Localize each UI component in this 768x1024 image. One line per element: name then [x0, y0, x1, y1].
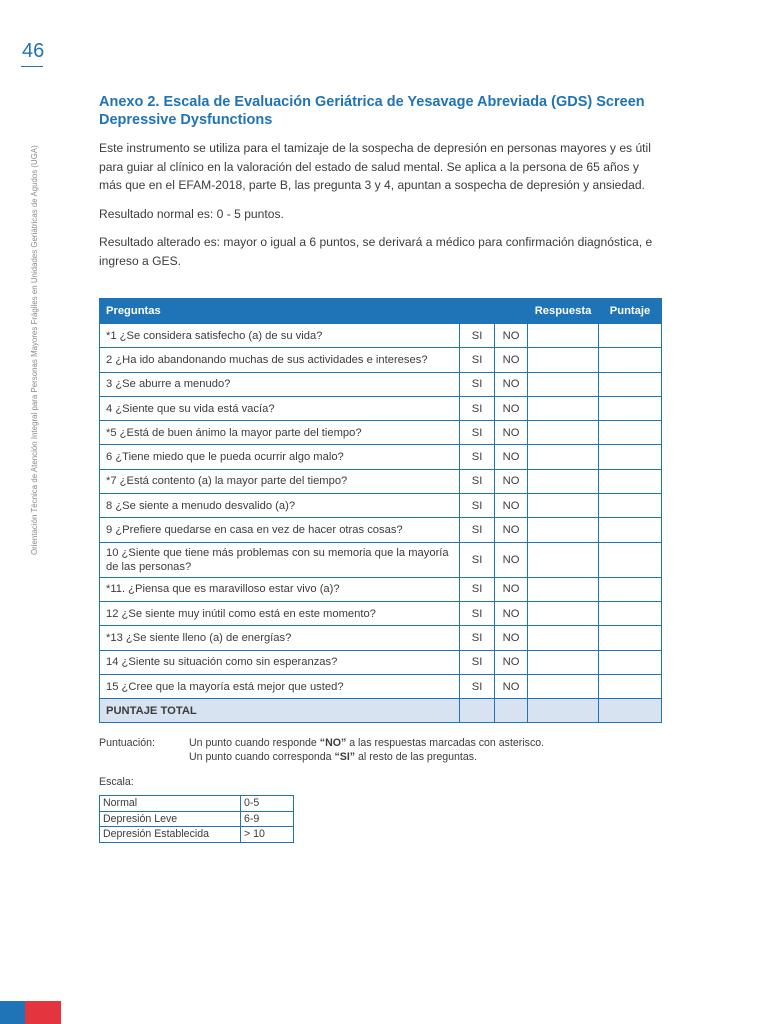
no-option[interactable]: NO	[495, 542, 528, 577]
si-option[interactable]: SI	[460, 601, 495, 625]
scoring-line-2: Un punto cuando corresponda “SI” al resto de las preguntas.	[189, 751, 477, 763]
question-row	[100, 674, 662, 698]
question-text: 2 ¿Ha ido abandonando muchas de sus actividades e intereses?	[100, 348, 460, 372]
answer-cell[interactable]	[528, 324, 599, 348]
no-option[interactable]: NO	[495, 674, 528, 698]
question-text: 10 ¿Siente que tiene más problemas con su memoria que la mayoría de las personas?	[100, 542, 460, 577]
total-label: PUNTAJE TOTAL	[100, 699, 460, 723]
total-no-cell	[495, 699, 528, 723]
si-option[interactable]: SI	[460, 469, 495, 493]
page-number-rule	[21, 66, 43, 67]
si-option[interactable]: SI	[460, 518, 495, 542]
no-option[interactable]: NO	[495, 396, 528, 420]
answer-cell[interactable]	[528, 542, 599, 577]
no-option[interactable]: NO	[495, 445, 528, 469]
score-cell[interactable]	[599, 601, 662, 625]
score-cell[interactable]	[599, 348, 662, 372]
question-text: *5 ¿Está de buen ánimo la mayor parte del tiempo?	[100, 421, 460, 445]
score-cell[interactable]	[599, 445, 662, 469]
si-option[interactable]: SI	[460, 324, 495, 348]
footer-red-block	[25, 1001, 61, 1024]
question-text: 15 ¿Cree que la mayoría está mejor que usted?	[100, 674, 460, 698]
no-option[interactable]: NO	[495, 601, 528, 625]
answer-cell[interactable]	[528, 348, 599, 372]
page-number: 46	[22, 40, 45, 62]
gds-table	[99, 298, 662, 723]
total-si-cell	[460, 699, 495, 723]
si-option[interactable]: SI	[460, 674, 495, 698]
answer-cell[interactable]	[528, 372, 599, 396]
total-answer-cell[interactable]	[528, 699, 599, 723]
score-cell[interactable]	[599, 469, 662, 493]
side-caption: Orientación Técnica de Atención Integral para Personas Mayores Frágiles en Unidades Geriátricas de Agudos (UGA)	[30, 145, 39, 555]
annex-title: Anexo 2. Escala de Evaluación Geriátrica de Yesavage Abreviada (GDS) Screen Depressive Dysfunctions	[99, 94, 645, 128]
footer-color-bar	[0, 1001, 61, 1024]
question-text: 3 ¿Se aburre a menudo?	[100, 372, 460, 396]
no-option[interactable]: NO	[495, 421, 528, 445]
footer-blue-block	[0, 1001, 25, 1024]
question-row	[100, 372, 662, 396]
question-text: *7 ¿Está contento (a) la mayor parte del tiempo?	[100, 469, 460, 493]
answer-cell[interactable]	[528, 626, 599, 650]
no-option[interactable]: NO	[495, 372, 528, 396]
total-score-cell[interactable]	[599, 699, 662, 723]
question-text: *1 ¿Se considera satisfecho (a) de su vida?	[100, 324, 460, 348]
score-cell[interactable]	[599, 421, 662, 445]
question-row	[100, 445, 662, 469]
scoring-notes	[99, 736, 544, 764]
altered-result-text: Resultado alterado es: mayor o igual a 6 puntos, se derivará a médico para confirmación diagnóstica, e ingreso a GES.	[99, 235, 653, 268]
si-option[interactable]: SI	[460, 396, 495, 420]
question-row	[100, 626, 662, 650]
question-row	[100, 421, 662, 445]
score-cell[interactable]	[599, 626, 662, 650]
si-option[interactable]: SI	[460, 494, 495, 518]
intro-paragraph: Este instrumento se utiliza para el tamizaje de la sospecha de depresión en personas mayores y es útil para guiar al clínico en la valoración del estado de salud mental. Se aplica a la persona de 65 años y más que en el EFAM-2018, parte B, las pregunta 3 y 4, apuntan a sospecha de depresión y ansiedad.	[99, 141, 651, 193]
question-row	[100, 542, 662, 577]
answer-cell[interactable]	[528, 421, 599, 445]
scale-category: Normal	[100, 796, 241, 812]
answer-cell[interactable]	[528, 494, 599, 518]
scale-label: Escala:	[99, 776, 134, 788]
no-option[interactable]: NO	[495, 348, 528, 372]
scale-row	[100, 796, 294, 812]
scale-category: Depresión Establecida	[100, 827, 241, 843]
no-option[interactable]: NO	[495, 650, 528, 674]
question-row	[100, 577, 662, 601]
question-row	[100, 348, 662, 372]
si-option[interactable]: SI	[460, 372, 495, 396]
question-text: 6 ¿Tiene miedo que le pueda ocurrir algo malo?	[100, 445, 460, 469]
header-questions: Preguntas	[100, 299, 460, 324]
question-text: 14 ¿Siente su situación como sin esperanzas?	[100, 650, 460, 674]
no-option[interactable]: NO	[495, 626, 528, 650]
scale-row	[100, 811, 294, 827]
question-text: 12 ¿Se siente muy inútil como está en este momento?	[100, 601, 460, 625]
scale-range: > 10	[241, 827, 294, 843]
scoring-line-1: Un punto cuando responde “NO” a las respuestas marcadas con asterisco.	[189, 737, 545, 749]
si-option[interactable]: SI	[460, 626, 495, 650]
score-cell[interactable]	[599, 494, 662, 518]
score-cell[interactable]	[599, 324, 662, 348]
si-option[interactable]: SI	[460, 421, 495, 445]
question-text: 9 ¿Prefiere quedarse en casa en vez de hacer otras cosas?	[100, 518, 460, 542]
total-row	[100, 699, 662, 723]
question-text: *13 ¿Se siente lleno (a) de energías?	[100, 626, 460, 650]
question-row	[100, 324, 662, 348]
no-option[interactable]: NO	[495, 518, 528, 542]
score-cell[interactable]	[599, 396, 662, 420]
si-option[interactable]: SI	[460, 650, 495, 674]
header-score: Puntaje	[599, 299, 662, 324]
no-option[interactable]: NO	[495, 469, 528, 493]
answer-cell[interactable]	[528, 396, 599, 420]
question-row	[100, 469, 662, 493]
scale-table	[99, 795, 294, 843]
scale-category: Depresión Leve	[100, 811, 241, 827]
scale-range: 6-9	[241, 811, 294, 827]
document-body	[99, 93, 662, 281]
answer-cell[interactable]	[528, 577, 599, 601]
header-si-column	[460, 299, 495, 324]
question-row	[100, 518, 662, 542]
scoring-label: Puntuación:	[99, 737, 155, 749]
answer-cell[interactable]	[528, 469, 599, 493]
score-cell[interactable]	[599, 518, 662, 542]
header-no-column	[495, 299, 528, 324]
question-row	[100, 396, 662, 420]
score-cell[interactable]	[599, 577, 662, 601]
question-row	[100, 650, 662, 674]
no-option[interactable]: NO	[495, 494, 528, 518]
answer-cell[interactable]	[528, 650, 599, 674]
si-option[interactable]: SI	[460, 577, 495, 601]
score-cell[interactable]	[599, 542, 662, 577]
no-option[interactable]: NO	[495, 324, 528, 348]
question-row	[100, 601, 662, 625]
score-cell[interactable]	[599, 650, 662, 674]
question-text: *11. ¿Piensa que es maravilloso estar vivo (a)?	[100, 577, 460, 601]
answer-cell[interactable]	[528, 518, 599, 542]
question-row	[100, 494, 662, 518]
header-answer: Respuesta	[528, 299, 599, 324]
normal-result-text: Resultado normal es: 0 - 5 puntos.	[99, 206, 284, 221]
si-option[interactable]: SI	[460, 542, 495, 577]
gds-header-row	[100, 299, 662, 324]
scale-row	[100, 827, 294, 843]
si-option[interactable]: SI	[460, 445, 495, 469]
si-option[interactable]: SI	[460, 348, 495, 372]
question-text: 4 ¿Siente que su vida está vacía?	[100, 396, 460, 420]
no-option[interactable]: NO	[495, 577, 528, 601]
score-cell[interactable]	[599, 372, 662, 396]
answer-cell[interactable]	[528, 601, 599, 625]
answer-cell[interactable]	[528, 445, 599, 469]
scale-range: 0-5	[241, 796, 294, 812]
answer-cell[interactable]	[528, 674, 599, 698]
question-text: 8 ¿Se siente a menudo desvalido (a)?	[100, 494, 460, 518]
score-cell[interactable]	[599, 674, 662, 698]
